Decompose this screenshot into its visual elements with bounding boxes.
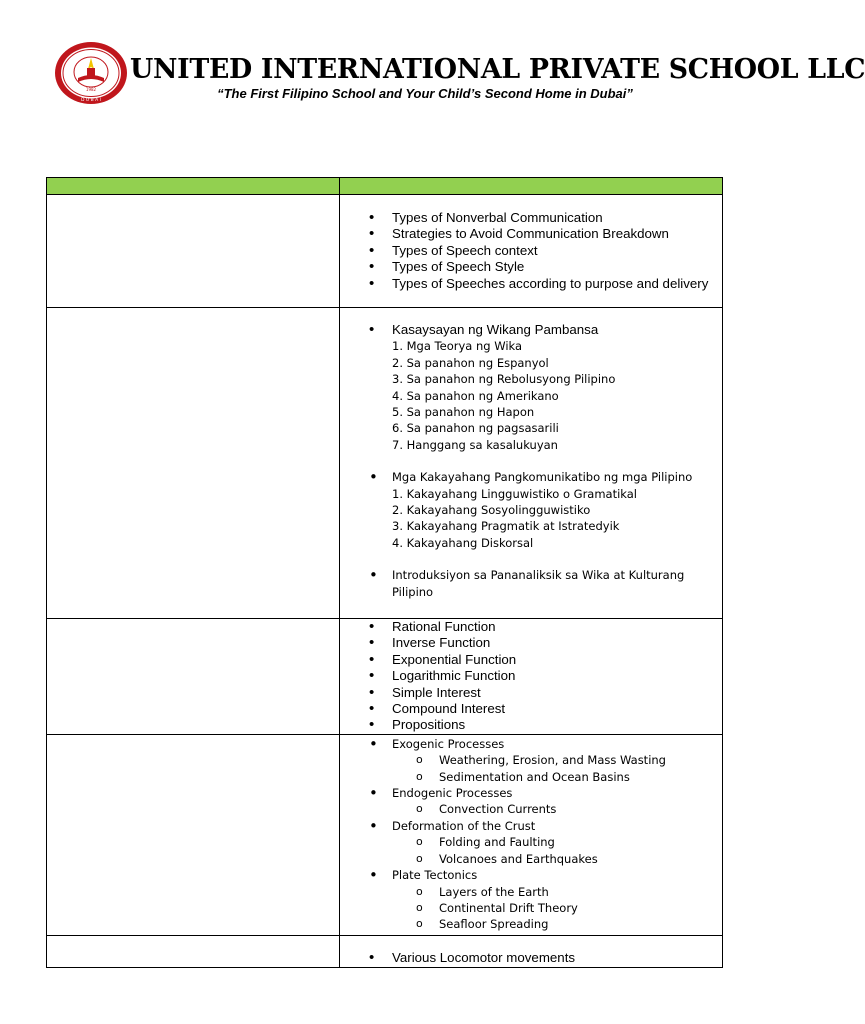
topics-cell bbox=[340, 195, 723, 308]
school-tagline: “The First Filipino School and Your Child’s Second Home in Dubai” bbox=[217, 86, 633, 101]
list-item: • Plate Tectonics bbox=[340, 867, 722, 883]
spacer bbox=[340, 551, 722, 567]
subject-cell bbox=[47, 619, 340, 735]
svg-text:1982: 1982 bbox=[85, 87, 97, 92]
header-cell-right bbox=[340, 178, 723, 195]
list-item: 1. Kakayahang Lingguwistiko o Gramatikal bbox=[392, 486, 637, 501]
list-item: • Exogenic Processes bbox=[340, 736, 722, 752]
list-item: o Volcanoes and Earthquakes bbox=[340, 851, 722, 867]
list-item: • Rational Function bbox=[340, 619, 722, 635]
list-item: 3. Sa panahon ng Rebolusyong Pilipino bbox=[392, 372, 616, 387]
list-item: • Compound Interest bbox=[340, 701, 722, 717]
table-row bbox=[47, 734, 723, 935]
list-item: • Introduksiyon sa Pananaliksik sa Wika at Kulturang Pilipino bbox=[340, 567, 722, 600]
topic-list bbox=[340, 619, 722, 734]
list-item: 2. Sa panahon ng Espanyol bbox=[392, 355, 549, 370]
table-row bbox=[47, 195, 723, 308]
topics-cell bbox=[340, 308, 723, 619]
list-item: • Kasaysayan ng Wikang Pambansa bbox=[340, 322, 722, 338]
topic-list bbox=[340, 195, 722, 291]
topic-list bbox=[340, 735, 722, 933]
list-item: 4. Sa panahon ng Amerikano bbox=[392, 388, 559, 403]
list-item: 2. Kakayahang Sosyolingguwistiko bbox=[392, 503, 591, 518]
list-item: o Weathering, Erosion, and Mass Wasting bbox=[340, 752, 722, 768]
list-item: 1. Mga Teorya ng Wika bbox=[392, 339, 523, 354]
table-row bbox=[47, 935, 723, 967]
list-item: • Strategies to Avoid Communication Breakdown bbox=[340, 226, 722, 242]
list-item: o Continental Drift Theory bbox=[340, 900, 722, 916]
header-cell-left bbox=[47, 178, 340, 195]
list-item: • Mga Kakayahang Pangkomunikatibo ng mga Pilipino bbox=[340, 469, 722, 485]
subject-cell bbox=[47, 935, 340, 967]
list-item: • Types of Speech Style bbox=[340, 259, 722, 275]
list-item: • Inverse Function bbox=[340, 635, 722, 651]
spacer bbox=[340, 453, 722, 469]
topics-cell bbox=[340, 734, 723, 935]
topics-cell bbox=[340, 935, 723, 967]
school-logo bbox=[54, 41, 128, 105]
list-item: o Seafloor Spreading bbox=[340, 916, 722, 932]
list-item: • Endogenic Processes bbox=[340, 785, 722, 801]
school-name: UNITED INTERNATIONAL PRIVATE SCHOOL LLC bbox=[130, 54, 865, 85]
topics-cell bbox=[340, 619, 723, 735]
list-item: 7. Hanggang sa kasalukuyan bbox=[392, 437, 558, 452]
list-item: • Deformation of the Crust bbox=[340, 818, 722, 834]
list-item: • Types of Speeches according to purpose and delivery bbox=[340, 276, 722, 291]
topic-list bbox=[340, 308, 722, 600]
list-item: o Convection Currents bbox=[340, 801, 722, 817]
table-header-row bbox=[47, 178, 723, 195]
list-item: o Sedimentation and Ocean Basins bbox=[340, 769, 722, 785]
list-item: • Simple Interest bbox=[340, 685, 722, 701]
list-item: 3. Kakayahang Pragmatik at Istratedyik bbox=[392, 519, 620, 534]
subject-cell bbox=[47, 734, 340, 935]
list-item: • Types of Nonverbal Communication bbox=[340, 210, 722, 226]
list-item: • Various Locomotor movements bbox=[340, 950, 722, 966]
list-item: o Folding and Faulting bbox=[340, 834, 722, 850]
list-item: • Propositions bbox=[340, 717, 722, 733]
list-item: 4. Kakayahang Diskorsal bbox=[392, 535, 534, 550]
topic-list bbox=[340, 936, 722, 966]
topics-table bbox=[46, 177, 723, 968]
subject-cell bbox=[47, 195, 340, 308]
svg-text:D U B A I: D U B A I bbox=[81, 98, 101, 103]
table-row bbox=[47, 619, 723, 735]
list-item: 5. Sa panahon ng Hapon bbox=[392, 405, 535, 420]
list-item: • Exponential Function bbox=[340, 652, 722, 668]
subject-cell bbox=[47, 308, 340, 619]
list-item: 6. Sa panahon ng pagsasarili bbox=[392, 421, 559, 436]
list-item: o Layers of the Earth bbox=[340, 884, 722, 900]
list-item: • Logarithmic Function bbox=[340, 668, 722, 684]
list-item: • Types of Speech context bbox=[340, 243, 722, 259]
table-row bbox=[47, 308, 723, 619]
